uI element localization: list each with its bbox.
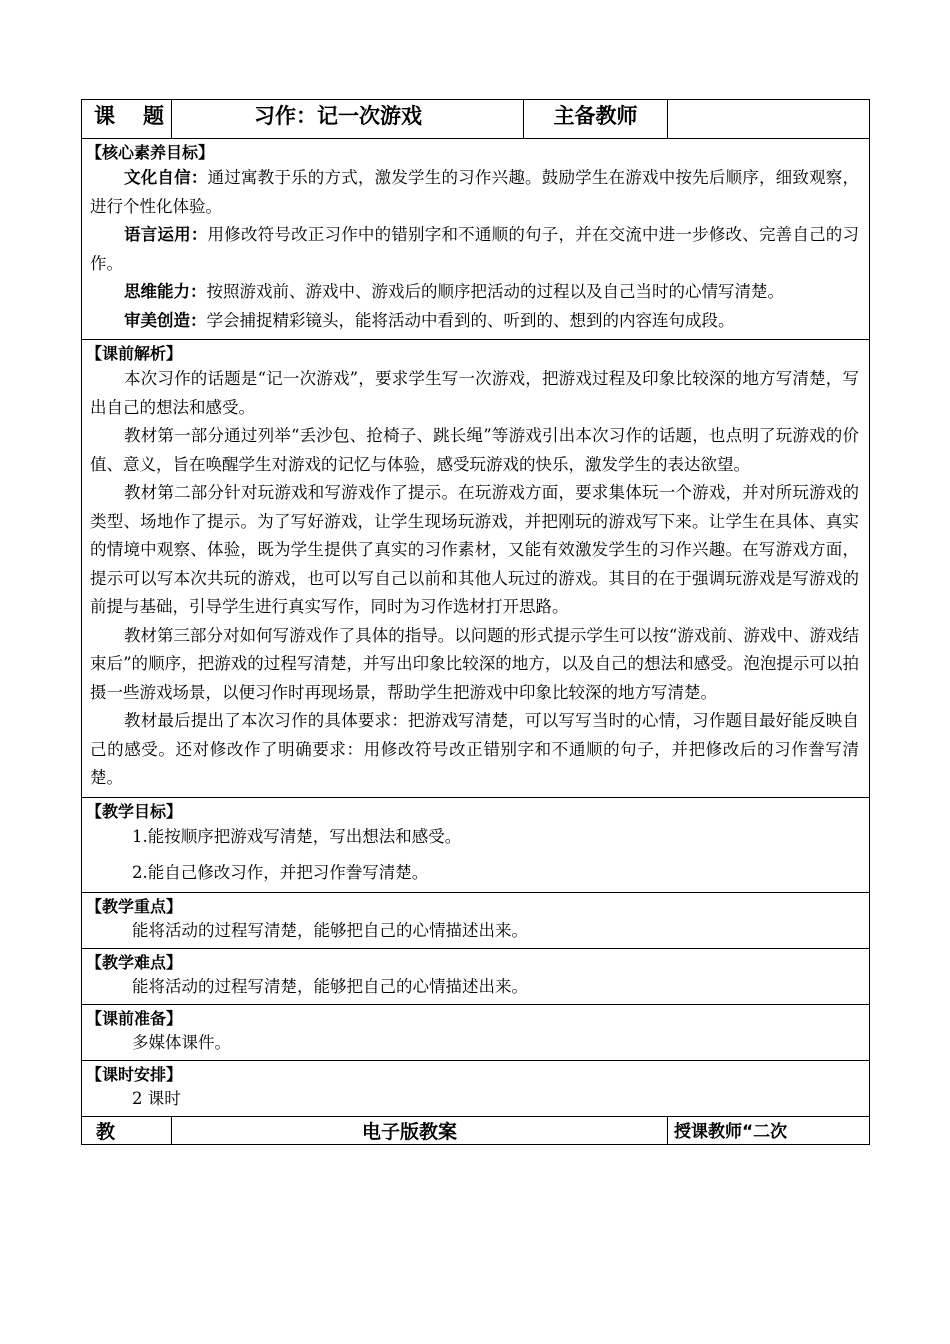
analysis-paragraph: 教材第三部分对如何写游戏作了具体的指导。以问题的形式提示学生可以按“游戏前、游戏中、游戏结束后”的顺序，把游戏的过程写清楚，并写出印象比较深的地方，以及自己的想法和感受。泡泡提示可以拍摄一些游戏场景，以便习作时再现场景，帮助学生把游戏中印象比较深的地方写清楚。: [90, 625, 859, 702]
core-goals-row: [82, 139, 870, 340]
key-points-heading: 【教学重点】: [86, 896, 183, 916]
lesson-plan-table: [81, 99, 870, 1145]
header-row: [82, 100, 870, 139]
core-goal-item: 文化自信：通过寓教于乐的方式，激发学生的习作兴趣。鼓励学生在游戏中按先后顺序，细致观察，进行个性化体验。: [90, 168, 860, 216]
preparation-heading: 【课前准备】: [86, 1008, 183, 1028]
core-goals-heading: 【核心素养目标】: [86, 143, 215, 162]
schedule-heading: 【课时安排】: [86, 1064, 183, 1084]
schedule-text: 2 课时: [132, 1088, 181, 1108]
topic-label-cell: [82, 100, 172, 139]
analysis-paragraph: 教材最后提出了本次习作的具体要求：把游戏写清楚，可以写写当时的心情，习作题目最好能反映自己的感受。还对修改作了明确要求：用修改符号改正错别字和不通顺的句子，并把修改后的习作誊写清楚。: [90, 711, 859, 787]
analysis-paragraph: 教材第二部分针对玩游戏和写游戏作了提示。在玩游戏方面，要求集体玩一个游戏，并对所玩游戏的类型、场地作了提示。为了写好游戏，让学生现场玩游戏，并把刚玩的游戏写下来。让学生在具体、真实的情境中观察、体验，既为学生提供了真实的习作素材，又能有效激发学生的习作兴趣。在写游戏方面，提示可以写本次共玩的游戏，也可以写自己以前和其他人玩过的游戏。其目的在于强调玩游戏是写游戏的前提与基础，引导学生进行真实写作，同时为习作选材打开思路。: [90, 483, 859, 616]
topic-label-a: 课: [94, 104, 117, 128]
analysis-paragraph: 本次习作的话题是“记一次游戏”，要求学生写一次游戏，把游戏过程及印象比较深的地方写清楚，写出自己的想法和感受。: [90, 369, 859, 417]
core-goals-section: [82, 139, 870, 340]
objectives-section: [82, 797, 870, 892]
analysis-section: [82, 340, 870, 798]
difficulties-heading: 【教学难点】: [86, 952, 183, 972]
lead-teacher-label: 主备教师: [524, 100, 668, 139]
objective-item: 2.能自己修改习作，并把习作誊写清楚。: [132, 863, 429, 882]
difficulties-section: [82, 948, 870, 1004]
key-points-row: [82, 892, 870, 948]
core-goal-item: 语言运用：用修改符号改正习作中的错别字和不通顺的句子，并在交流中进一步修改、完善自己的习作。: [90, 225, 860, 273]
analysis-heading: 【课前解析】: [86, 344, 183, 363]
key-points-section: [82, 892, 870, 948]
objectives-row: [82, 797, 870, 892]
lead-teacher-value: [668, 100, 870, 139]
topic-label-b: 题: [143, 104, 166, 128]
footer-col2: 电子版教案: [172, 1116, 668, 1144]
analysis-paragraph: 教材第一部分通过列举“丢沙包、抢椅子、跳长绳”等游戏引出本次习作的话题，也点明了玩游戏的价值、意义，旨在唤醒学生对游戏的记忆与体验，感受玩游戏的快乐，激发学生的表达欲望。: [90, 426, 859, 474]
footer-col1: 教: [82, 1116, 172, 1144]
preparation-text: 多媒体课件。: [132, 1032, 231, 1052]
key-points-text: 能将活动的过程写清楚，能够把自己的心情描述出来。: [132, 920, 528, 940]
objective-item: 1.能按顺序把游戏写清楚，写出想法和感受。: [132, 826, 462, 846]
schedule-section: [82, 1060, 870, 1116]
difficulties-text: 能将活动的过程写清楚，能够把自己的心情描述出来。: [132, 976, 528, 996]
analysis-row: [82, 340, 870, 798]
schedule-row: [82, 1060, 870, 1116]
footer-row: [82, 1116, 870, 1144]
difficulties-row: [82, 948, 870, 1004]
footer-col3: 授课教师“二次: [668, 1116, 870, 1144]
core-goal-item: 审美创造：学会捕捉精彩镜头，能将活动中看到的、听到的、想到的内容连句成段。: [124, 310, 735, 330]
objectives-heading: 【教学目标】: [86, 801, 183, 821]
lesson-title: 习作：记一次游戏: [172, 100, 524, 139]
core-goal-item: 思维能力：按照游戏前、游戏中、游戏后的顺序把活动的过程以及自己当时的心情写清楚。: [124, 282, 784, 301]
preparation-row: [82, 1004, 870, 1060]
preparation-section: [82, 1004, 870, 1060]
